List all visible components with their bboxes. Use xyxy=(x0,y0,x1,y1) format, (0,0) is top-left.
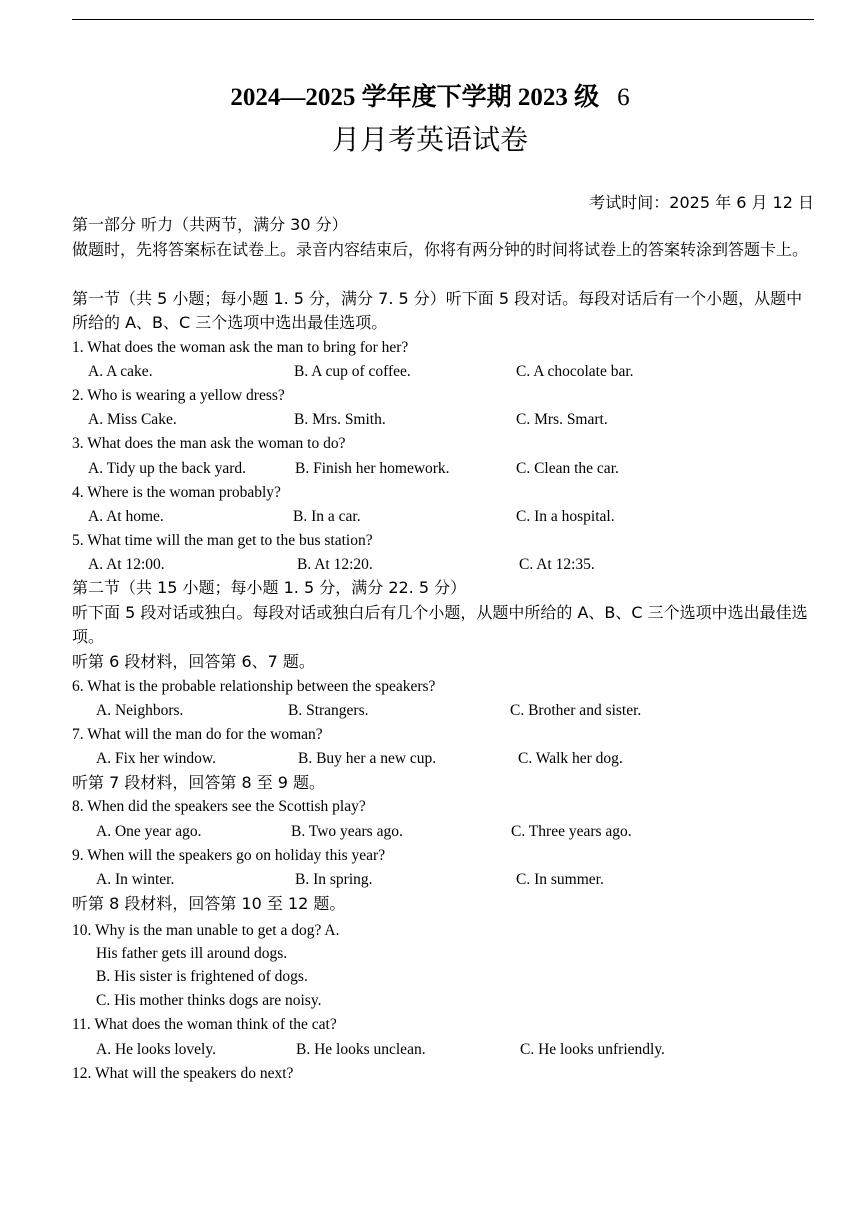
q5-option-a: A. At 12:00. xyxy=(88,556,165,573)
group8-heading: 听第 8 段材料，回答第 10 至 12 题。 xyxy=(72,894,346,913)
q7-option-b: B. Buy her a new cup. xyxy=(298,750,437,767)
q6-option-c: C. Brother and sister. xyxy=(510,702,642,719)
part1-instruction: 做题时，先将答案标在试卷上。录音内容结束后，你将有两分钟的时间将试卷上的答案转涂到答题卡上。 xyxy=(72,240,809,259)
q3-option-a: A. Tidy up the back yard. xyxy=(88,460,247,477)
q4-option-c: C. In a hospital. xyxy=(516,508,615,525)
q10-option-b: B. His sister is frightened of dogs. xyxy=(96,968,308,985)
q7-option-c: C. Walk her dog. xyxy=(518,750,623,767)
question-6: 6. What is the probable relationship between the speakers? xyxy=(72,678,436,695)
question-10: 10. Why is the man unable to get a dog? A. xyxy=(72,922,340,939)
q10-option-a: His father gets ill around dogs. xyxy=(96,945,288,962)
section2-instruction: 听下面 5 段对话或独白。每段对话或独白后有几个小题，从题中所给的 A、B、C 三个选项中选出最佳选项。 xyxy=(72,603,808,646)
exam-title-line1 xyxy=(0,82,860,114)
question-4: 4. Where is the woman probably? xyxy=(72,484,281,501)
group7-heading: 听第 7 段材料，回答第 8 至 9 题。 xyxy=(72,773,326,792)
q8-option-a: A. One year ago. xyxy=(96,823,202,840)
section1-heading: 第一节（共 5 小题；每小题 1. 5 分，满分 7. 5 分）听下面 5 段对话。每段对话后有一个小题，从题中所给的 A、B、C 三个选项中选出最佳选项。 xyxy=(72,289,803,332)
question-9: 9. When will the speakers go on holiday this year? xyxy=(72,847,386,864)
part1-heading: 第一部分 听力（共两节，满分 30 分） xyxy=(72,215,348,234)
q9-option-a: A. In winter. xyxy=(96,871,175,888)
question-1: 1. What does the woman ask the man to bring for her? xyxy=(72,339,409,356)
q11-option-c: C. He looks unfriendly. xyxy=(520,1041,665,1058)
q1-option-c: C. A chocolate bar. xyxy=(516,363,634,380)
q5-option-b: B. At 12:20. xyxy=(297,556,373,573)
q10-option-c: C. His mother thinks dogs are noisy. xyxy=(96,992,322,1009)
q5-option-c: C. At 12:35. xyxy=(519,556,595,573)
q11-option-a: A. He looks lovely. xyxy=(96,1041,216,1058)
q8-option-c: C. Three years ago. xyxy=(511,823,632,840)
title-text: 2024—2025 学年度下学期 2023 级 xyxy=(230,84,600,111)
question-8: 8. When did the speakers see the Scottish play? xyxy=(72,798,366,815)
exam-time: 考试时间：2025 年 6 月 12 日 xyxy=(589,193,814,212)
question-11: 11. What does the woman think of the cat? xyxy=(72,1016,337,1033)
q9-option-b: B. In spring. xyxy=(295,871,373,888)
q1-option-b: B. A cup of coffee. xyxy=(294,363,411,380)
question-3: 3. What does the man ask the woman to do? xyxy=(72,435,346,452)
q11-option-b: B. He looks unclean. xyxy=(296,1041,426,1058)
q2-option-a: A. Miss Cake. xyxy=(88,411,177,428)
question-5: 5. What time will the man get to the bus station? xyxy=(72,532,373,549)
title-month-number: 6 xyxy=(617,84,630,111)
q9-option-c: C. In summer. xyxy=(516,871,604,888)
q6-option-a: A. Neighbors. xyxy=(96,702,184,719)
group6-heading: 听第 6 段材料，回答第 6、7 题。 xyxy=(72,652,315,671)
q3-option-b: B. Finish her homework. xyxy=(295,460,450,477)
exam-title-line2: 月月考英语试卷 xyxy=(331,123,528,156)
q1-option-a: A. A cake. xyxy=(88,363,153,380)
q4-option-a: A. At home. xyxy=(88,508,164,525)
section2-heading: 第二节（共 15 小题；每小题 1. 5 分，满分 22. 5 分） xyxy=(72,578,467,597)
q2-option-b: B. Mrs. Smith. xyxy=(294,411,386,428)
q3-option-c: C. Clean the car. xyxy=(516,460,619,477)
q2-option-c: C. Mrs. Smart. xyxy=(516,411,608,428)
question-7: 7. What will the man do for the woman? xyxy=(72,726,323,743)
question-2: 2. Who is wearing a yellow dress? xyxy=(72,387,285,404)
q6-option-b: B. Strangers. xyxy=(288,702,369,719)
q8-option-b: B. Two years ago. xyxy=(291,823,403,840)
question-12: 12. What will the speakers do next? xyxy=(72,1065,294,1082)
header-rule xyxy=(72,19,814,20)
q4-option-b: B. In a car. xyxy=(293,508,361,525)
q7-option-a: A. Fix her window. xyxy=(96,750,216,767)
